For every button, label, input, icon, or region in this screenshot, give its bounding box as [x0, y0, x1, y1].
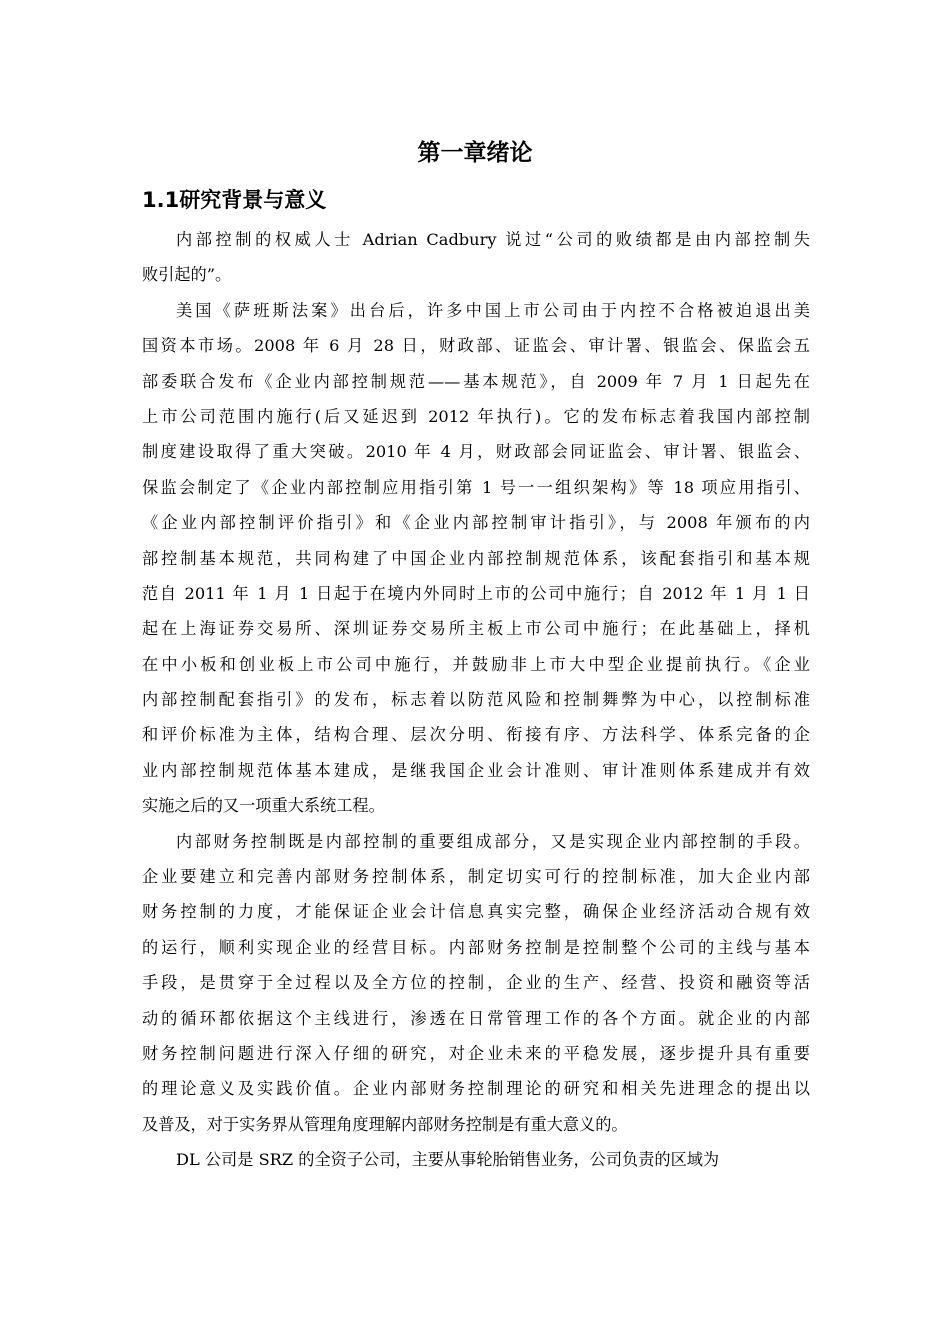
- paragraph-line: 动的循环都依据这个主线进行，渗透在日常管理工作的各个方面。就企业的内部: [142, 1008, 810, 1028]
- paragraph-line: 范自 2011 年 1 月 1 日起于在境内外同时上市的公司中施行；自 2012 年 1 月 1 日: [142, 583, 810, 603]
- paragraph-line: 保监会制定了《企业内部控制应用指引第 1 号一一组织架构》等 18 项应用指引、: [142, 477, 810, 497]
- paragraph: [142, 293, 810, 824]
- body-text: [142, 222, 810, 1178]
- paragraph-line: 企业要建立和完善内部财务控制体系，制定切实可行的控制标准，加大企业内部: [142, 867, 810, 887]
- paragraph-line: 及普及，对于实务界从管理角度理解内部财务控制是有重大意义的。: [142, 1114, 628, 1134]
- section-title: 1.1研究背景与意义: [142, 188, 327, 212]
- paragraph-line: 美国《萨班斯法案》出台后，许多中国上市公司由于内控不合格被迫退出美: [176, 300, 810, 320]
- paragraph-line: 手段，是贯穿于全过程以及全方位的控制，企业的生产、经营、投资和融资等活: [142, 973, 810, 993]
- paragraph-line: 的运行，顺利实现企业的经营目标。内部财务控制是控制整个公司的主线与基本: [142, 937, 810, 957]
- paragraph-line: 内部控制的权威人士 Adrian Cadbury 说过“公司的败绩都是由内部控制失: [176, 230, 810, 249]
- chapter-title: 第一章绪论: [417, 140, 533, 166]
- paragraph-line: 内部控制配套指引》的发布，标志着以防范风险和控制舞弊为中心，以控制标准: [142, 690, 810, 710]
- paragraph-line: 起在上海证券交易所、深圳证券交易所主板上市公司中施行；在此基础上，择机: [142, 619, 810, 639]
- paragraph-line: 部控制基本规范，共同构建了中国企业内部控制规范体系，该配套指引和基本规: [142, 548, 810, 568]
- paragraph-line: 业内部控制规范体基本建成，是继我国企业会计准则、审计准则体系建成并有效: [142, 760, 810, 780]
- paragraph-line: 财务控制的力度，才能保证企业会计信息真实完整，确保企业经济活动合规有效: [142, 902, 810, 922]
- paragraph-line: 上市公司范围内施行(后又延迟到 2012 年执行)。它的发布标志着我国内部控制: [142, 406, 810, 426]
- paragraph: [142, 824, 810, 1143]
- paragraph: [142, 222, 810, 293]
- paragraph-line: 部委联合发布《企业内部控制规范——基本规范》，自 2009 年 7 月 1 日起先在: [142, 371, 810, 391]
- paragraph-line: 败引起的”。: [142, 265, 232, 285]
- paragraph-line: 的理论意义及实践价值。企业内部财务控制理论的研究和相关先进理念的提出以: [142, 1079, 810, 1099]
- paragraph-line: 制度建设取得了重大突破。2010 年 4 月，财政部会同证监会、审计署、银监会、: [142, 442, 810, 462]
- paragraph-line: 内部财务控制既是内部控制的重要组成部分，又是实现企业内部控制的手段。: [176, 831, 810, 851]
- paragraph-line: 国资本市场。2008 年 6 月 28 日，财政部、证监会、审计署、银监会、保监会五: [142, 336, 810, 356]
- paragraph-line: 和评价标准为主体，结构合理、层次分明、衔接有序、方法科学、体系完备的企: [142, 725, 810, 745]
- paragraph-line: 实施之后的又一项重大系统工程。: [142, 796, 385, 816]
- paragraph-line: 在中小板和创业板上市公司中施行，并鼓励非上市大中型企业提前执行。《企业: [142, 654, 810, 674]
- paragraph-line: DL 公司是 SRZ 的全资子公司，主要从事轮胎销售业务，公司负责的区域为: [176, 1150, 720, 1170]
- paragraph: [142, 1142, 810, 1177]
- paragraph-line: 财务控制问题进行深入仔细的研究，对企业未来的平稳发展，逐步提升具有重要: [142, 1043, 810, 1063]
- paragraph-line: 《企业内部控制评价指引》和《企业内部控制审计指引》，与 2008 年颁布的内: [142, 513, 810, 533]
